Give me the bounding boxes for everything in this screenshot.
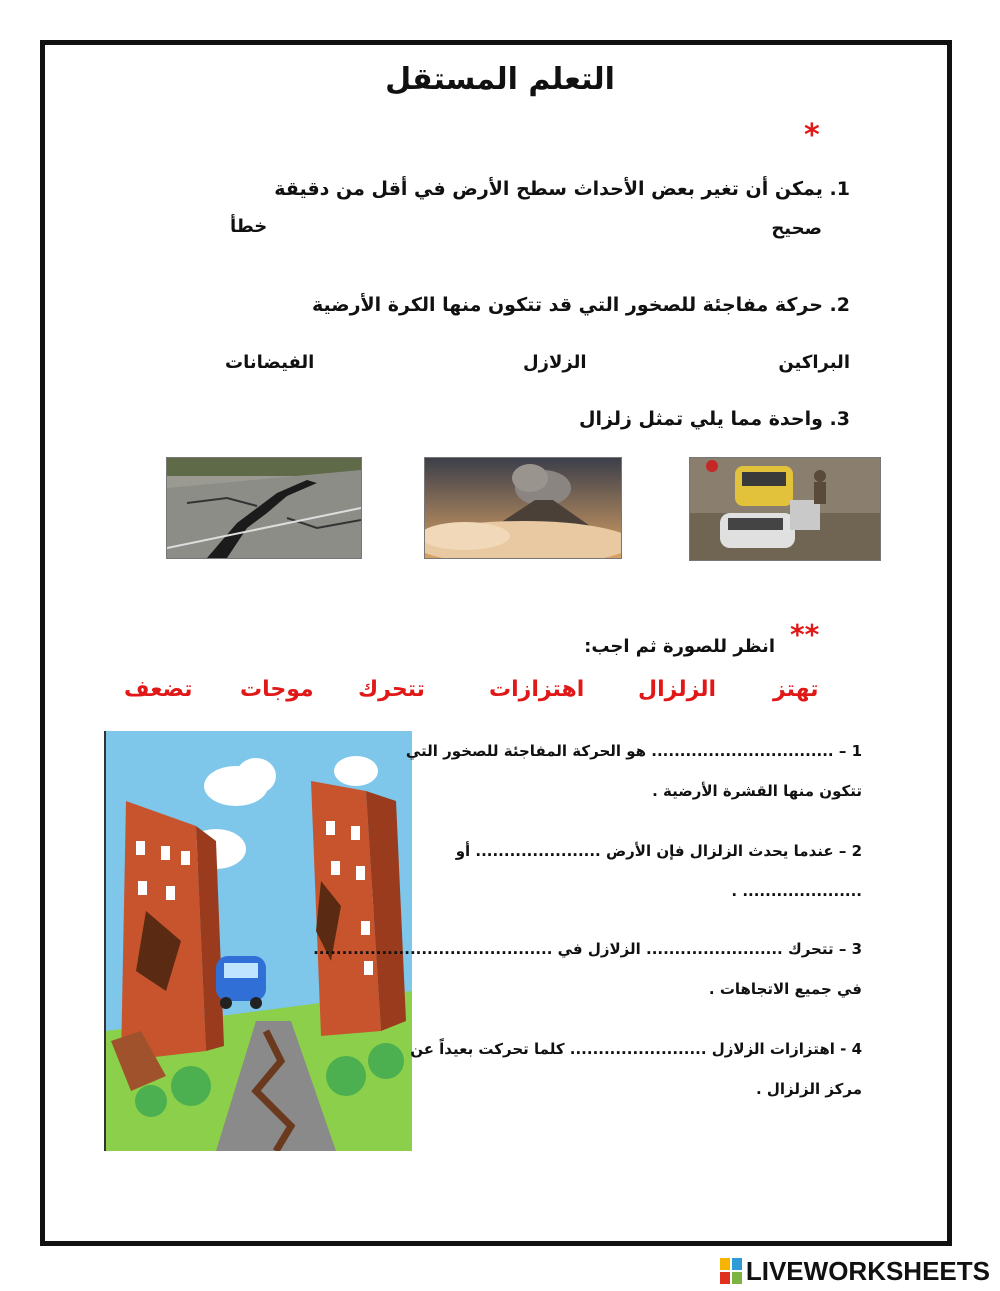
word-bank-item-1[interactable]: تهتز [773,677,819,702]
q1-option-false[interactable]: خطأ [230,216,268,237]
logo-blocks-icon [720,1258,742,1284]
q2-option-earthquakes[interactable]: الزلازل [523,352,587,373]
fill-item-1-line2: تتكون منها القشرة الأرضية . [652,782,862,800]
section1-marker: * [804,118,820,153]
flood-image[interactable] [689,457,881,561]
q2-option-volcanoes[interactable]: البراكين [778,352,850,373]
question-2: 2. حركة مفاجئة للصخور التي قد تتكون منها الكرة الأرضية [311,294,850,316]
question-1: 1. يمكن أن تغير بعض الأحداث سطح الأرض في أقل من دقيقة [274,178,850,200]
fill-item-4-line1: 4 - اهتزازات الزلازل ........................ كلما تحركت بعيداً عن [410,1040,862,1058]
fill-item-3-line2: في جميع الاتجاهات . [708,980,862,998]
word-bank-item-6[interactable]: تضعف [124,677,193,702]
fill-item-2-line1: 2 – عندما يحدث الزلزال فإن الأرض ...................... أو [455,842,862,860]
fill-item-1-line1: 1 – ................................ هو الحركة المفاجئة للصخور التي [405,742,862,760]
fill-item-3-line1: 3 – تتحرك ........................ الزلازل في .......................................... [313,940,862,958]
fill-item-2-line2: ..................... . [731,882,862,900]
word-bank-item-5[interactable]: موجات [240,677,314,702]
q2-option-floods[interactable]: الفيضانات [225,352,315,373]
fill-item-4-line2: مركز الزلزال . [755,1080,862,1098]
liveworksheets-logo [720,1256,990,1286]
section2-instruction: انظر للصورة ثم اجب: [584,636,775,657]
word-bank-item-4[interactable]: تتحرك [358,677,425,702]
flood-drawing [690,458,880,560]
volcano-image[interactable] [424,457,622,559]
cracked-road-drawing [167,458,361,558]
word-bank-item-3[interactable]: اهتزازات [489,677,585,702]
page-title: التعلم المستقل [385,62,615,97]
q1-option-true[interactable]: صحيح [771,218,822,239]
question-3: 3. واحدة مما يلي تمثل زلزال [579,408,850,430]
volcano-drawing [425,458,621,558]
cracked-road-image[interactable] [166,457,362,559]
word-bank-item-2[interactable]: الزلزال [638,677,717,702]
logo-text: LIVEWORKSHEETS [745,1255,990,1286]
section2-marker: ** [790,618,820,651]
